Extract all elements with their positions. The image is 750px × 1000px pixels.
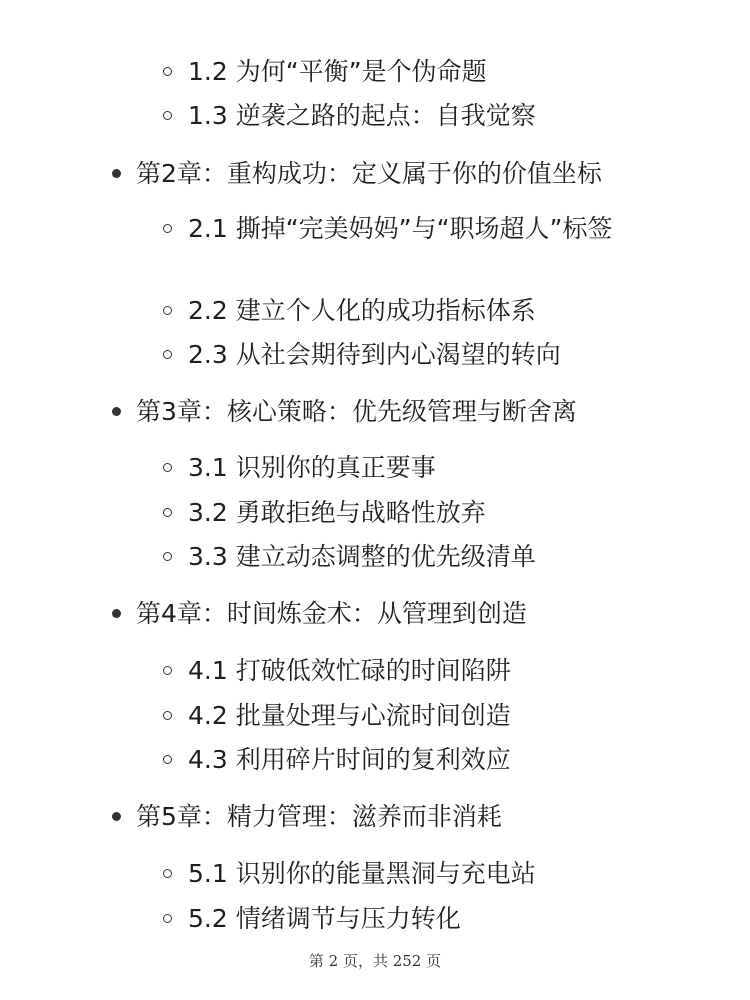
toc-chapter-4: 第4章：时间炼金术：从管理到创造 [136, 599, 527, 628]
chapter-bullet-icon [112, 407, 121, 416]
toc-section-2-2: 2.2 建立个人化的成功指标体系 [188, 296, 536, 325]
sub-bullet-icon [163, 67, 172, 76]
toc-chapter-3: 第3章：核心策略：优先级管理与断舍离 [136, 397, 577, 426]
sub-bullet-icon [163, 224, 172, 233]
sub-bullet-icon [163, 463, 172, 472]
toc-section-5-2: 5.2 情绪调节与压力转化 [188, 904, 461, 933]
toc-section-3-2: 3.2 勇敢拒绝与战略性放弃 [188, 498, 486, 527]
toc-section-2-1: 2.1 撕掉“完美妈妈”与“职场超人”标签 [188, 214, 613, 243]
toc-chapter-5: 第5章：精力管理：滋养而非消耗 [136, 802, 502, 831]
chapter-bullet-icon [112, 812, 121, 821]
toc-section-1-3: 1.3 逆袭之路的起点：自我觉察 [188, 101, 536, 130]
toc-section-3-3: 3.3 建立动态调整的优先级清单 [188, 542, 536, 571]
sub-bullet-icon [163, 666, 172, 675]
toc-section-2-3: 2.3 从社会期待到内心渴望的转向 [188, 340, 561, 369]
sub-bullet-icon [163, 552, 172, 561]
chapter-bullet-icon [112, 609, 121, 618]
toc-chapter-2: 第2章：重构成功：定义属于你的价值坐标 [136, 159, 602, 188]
toc-section-4-3: 4.3 利用碎片时间的复利效应 [188, 745, 511, 774]
toc-section-1-2: 1.2 为何“平衡”是个伪命题 [188, 57, 487, 86]
sub-bullet-icon [163, 306, 172, 315]
chapter-bullet-icon [112, 169, 121, 178]
sub-bullet-icon [163, 508, 172, 517]
toc-section-5-1: 5.1 识别你的能量黑洞与充电站 [188, 859, 536, 888]
toc-section-4-2: 4.2 批量处理与心流时间创造 [188, 701, 511, 730]
sub-bullet-icon [163, 711, 172, 720]
sub-bullet-icon [163, 869, 172, 878]
toc-section-4-1: 4.1 打破低效忙碌的时间陷阱 [188, 656, 511, 685]
page-footer: 第 2 页，共 252 页 [308, 952, 442, 970]
sub-bullet-icon [163, 111, 172, 120]
sub-bullet-icon [163, 350, 172, 359]
sub-bullet-icon [163, 914, 172, 923]
sub-bullet-icon [163, 755, 172, 764]
toc-section-3-1: 3.1 识别你的真正要事 [188, 453, 436, 482]
